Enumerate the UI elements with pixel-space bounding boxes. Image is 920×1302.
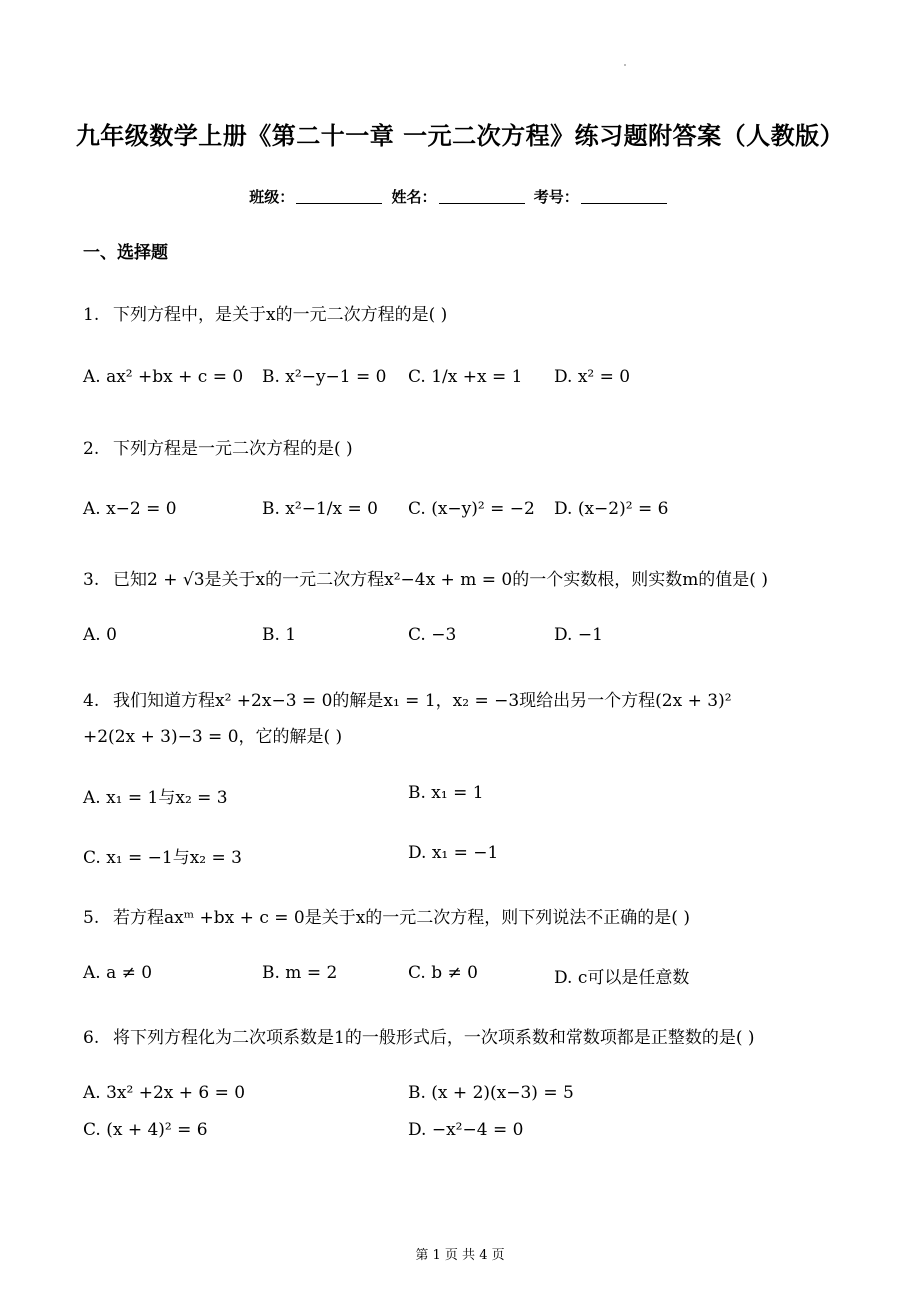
page-footer: 第 1 页 共 4 页 <box>415 1248 505 1263</box>
question-text: 若方程axᵐ +bx + c = 0是关于x的一元二次方程，则下列说法不正确的是( ) <box>113 908 690 928</box>
q5-option-b: B. m = 2 <box>262 963 338 983</box>
question-text: 下列方程中，是关于x的一元二次方程的是( ) <box>113 305 448 325</box>
q3-option-d: D. −1 <box>554 625 603 645</box>
q1-option-b: B. x²−y−1 = 0 <box>262 367 387 387</box>
question-6 <box>83 1023 754 1048</box>
question-text: 我们知道方程x² +2x−3 = 0的解是x₁ = 1，x₂ = −3现给出另一个方程(2x + 3)² <box>113 691 732 711</box>
q1-option-a: A. ax² +bx + c = 0 <box>83 367 244 387</box>
q1-option-d: D. x² = 0 <box>554 367 631 387</box>
name-blank[interactable] <box>439 189 525 204</box>
question-3 <box>83 565 768 590</box>
question-number: 6. <box>83 1028 100 1048</box>
question-text: 已知2 + √3是关于x的一元二次方程x²−4x + m = 0的一个实数根，则实数m的值是( ) <box>113 570 768 590</box>
q6-option-d: D. −x²−4 = 0 <box>408 1120 524 1140</box>
question-number: 2. <box>83 439 100 459</box>
q5-option-c: C. b ≠ 0 <box>408 963 478 983</box>
q5-option-a: A. a ≠ 0 <box>83 963 153 983</box>
id-label: 考号： <box>533 188 579 206</box>
section-heading: 一、选择题 <box>83 243 168 263</box>
q2-option-b: B. x²−1/x = 0 <box>262 499 378 519</box>
question-number: 3. <box>83 570 100 590</box>
q2-option-c: C. (x−y)² = −2 <box>408 499 535 519</box>
q3-option-a: A. 0 <box>83 625 117 645</box>
question-5 <box>83 903 690 928</box>
question-1 <box>83 300 447 325</box>
page-title: 九年级数学上册《第二十一章 一元二次方程》练习题附答案（人教版） <box>75 122 845 150</box>
q5-option-d: D. c可以是任意数 <box>554 968 690 988</box>
q2-option-a: A. x−2 = 0 <box>83 499 177 519</box>
question-text: 将下列方程化为二次项系数是1的一般形式后，一次项系数和常数项都是正整数的是( ) <box>113 1028 755 1048</box>
class-label: 班级： <box>249 188 295 206</box>
q3-option-b: B. 1 <box>262 625 297 645</box>
question-text: 下列方程是一元二次方程的是( ) <box>113 439 353 459</box>
q1-option-c: C. 1/x +x = 1 <box>408 367 523 387</box>
q4-option-d: D. x₁ = −1 <box>408 843 499 863</box>
student-info-line <box>0 186 920 207</box>
question-number: 1. <box>83 305 100 325</box>
id-blank[interactable] <box>581 189 667 204</box>
q6-option-c: C. (x + 4)² = 6 <box>83 1120 208 1140</box>
question-4 <box>83 686 732 711</box>
q4-option-c: C. x₁ = −1与x₂ = 3 <box>83 848 242 868</box>
question-number: 5. <box>83 908 100 928</box>
question-4-continuation: +2(2x + 3)−3 = 0，它的解是( ) <box>83 727 343 747</box>
class-blank[interactable] <box>296 189 382 204</box>
q3-option-c: C. −3 <box>408 625 457 645</box>
question-number: 4. <box>83 691 100 711</box>
q2-option-d: D. (x−2)² = 6 <box>554 499 669 519</box>
name-label: 姓名： <box>391 188 437 206</box>
question-2 <box>83 434 353 459</box>
q6-option-a: A. 3x² +2x + 6 = 0 <box>83 1083 246 1103</box>
q4-option-a: A. x₁ = 1与x₂ = 3 <box>83 788 228 808</box>
q4-option-b: B. x₁ = 1 <box>408 783 484 803</box>
scan-dot <box>624 64 626 66</box>
q6-option-b: B. (x + 2)(x−3) = 5 <box>408 1083 574 1103</box>
